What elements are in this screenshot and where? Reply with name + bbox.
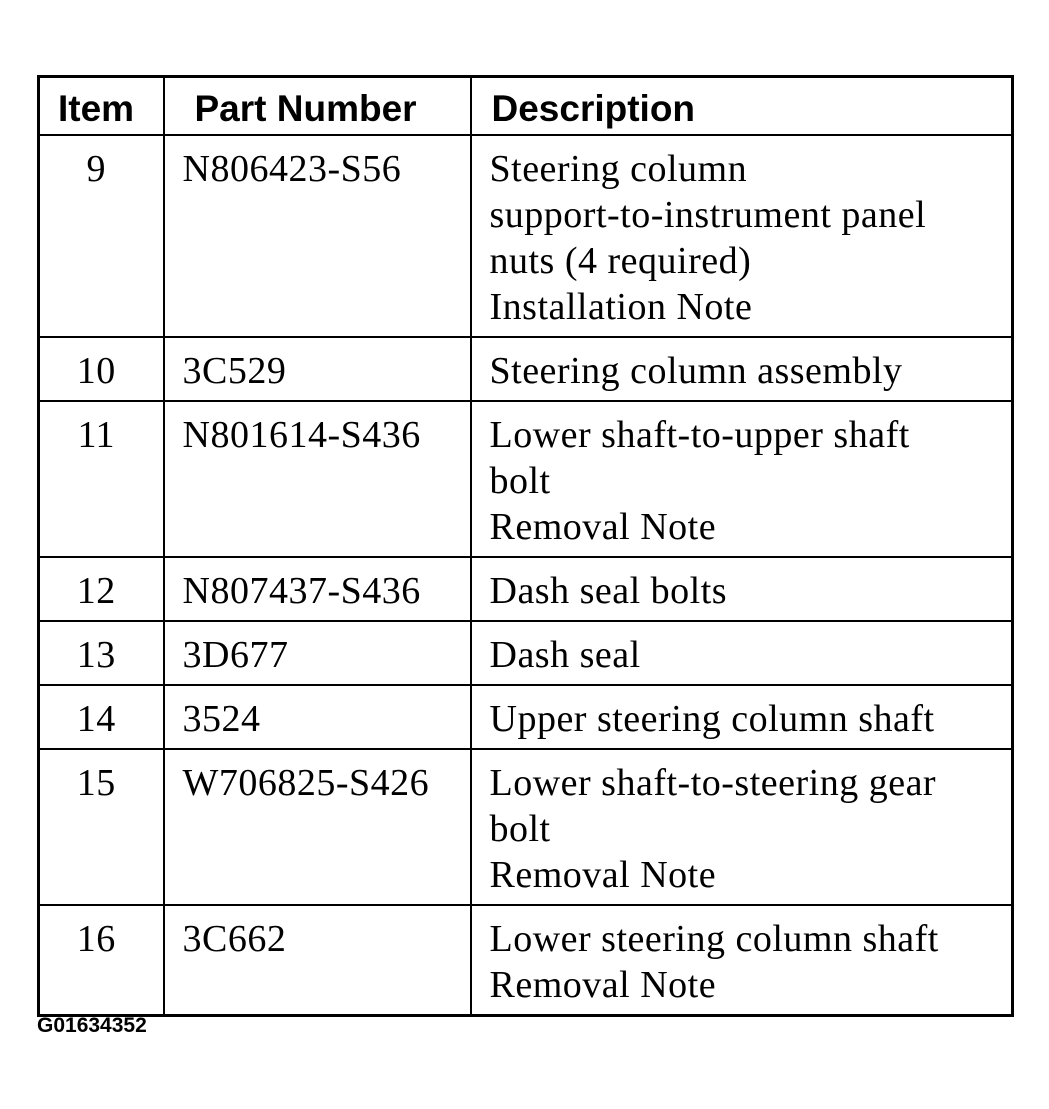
header-description: Description <box>471 77 1013 135</box>
figure-id: G01634352 <box>37 1014 147 1037</box>
description-line: Steering column <box>489 147 748 190</box>
description-line: bolt <box>489 807 551 850</box>
description-line: Lower steering column shaft <box>489 917 939 960</box>
cell-item: 14 <box>39 685 164 749</box>
table-row <box>39 135 1013 337</box>
table-row <box>39 685 1013 749</box>
cell-description <box>471 749 1013 905</box>
cell-description <box>471 557 1013 621</box>
cell-description <box>471 337 1013 401</box>
parts-table <box>37 75 1014 1017</box>
cell-item: 10 <box>39 337 164 401</box>
table-row <box>39 557 1013 621</box>
cell-description <box>471 401 1013 557</box>
table-row <box>39 749 1013 905</box>
table-body <box>39 135 1013 1016</box>
cell-item: 12 <box>39 557 164 621</box>
description-line: Installation Note <box>489 285 753 328</box>
cell-description <box>471 135 1013 337</box>
description-line: Steering column assembly <box>489 349 903 392</box>
cell-part-number: N806423-S56 <box>164 135 471 337</box>
cell-part-number: 3524 <box>164 685 471 749</box>
cell-description <box>471 621 1013 685</box>
description-line: Dash seal bolts <box>489 569 728 612</box>
description-line: Removal Note <box>489 505 717 548</box>
description-line: nuts (4 required) <box>489 239 752 282</box>
table-row <box>39 905 1013 1016</box>
description-line: Lower shaft-to-upper shaft <box>489 413 910 456</box>
table-row <box>39 337 1013 401</box>
cell-part-number: 3C529 <box>164 337 471 401</box>
cell-item: 13 <box>39 621 164 685</box>
cell-part-number: 3C662 <box>164 905 471 1016</box>
description-line: support-to-instrument panel <box>489 193 927 236</box>
description-line: Removal Note <box>489 963 717 1006</box>
header-part-number: Part Number <box>164 77 471 135</box>
header-row <box>39 77 1013 135</box>
description-line: Dash seal <box>489 633 641 676</box>
header-item: Item <box>39 77 164 135</box>
cell-description <box>471 905 1013 1016</box>
cell-description <box>471 685 1013 749</box>
cell-part-number: N801614-S436 <box>164 401 471 557</box>
cell-item: 9 <box>39 135 164 337</box>
description-line: bolt <box>489 459 551 502</box>
cell-item: 16 <box>39 905 164 1016</box>
cell-part-number: 3D677 <box>164 621 471 685</box>
table-row <box>39 621 1013 685</box>
description-line: Lower shaft-to-steering gear <box>489 761 937 804</box>
cell-part-number: W706825-S426 <box>164 749 471 905</box>
cell-item: 15 <box>39 749 164 905</box>
description-line: Removal Note <box>489 853 717 896</box>
table-row <box>39 401 1013 557</box>
cell-item: 11 <box>39 401 164 557</box>
description-line: Upper steering column shaft <box>489 697 935 740</box>
cell-part-number: N807437-S436 <box>164 557 471 621</box>
